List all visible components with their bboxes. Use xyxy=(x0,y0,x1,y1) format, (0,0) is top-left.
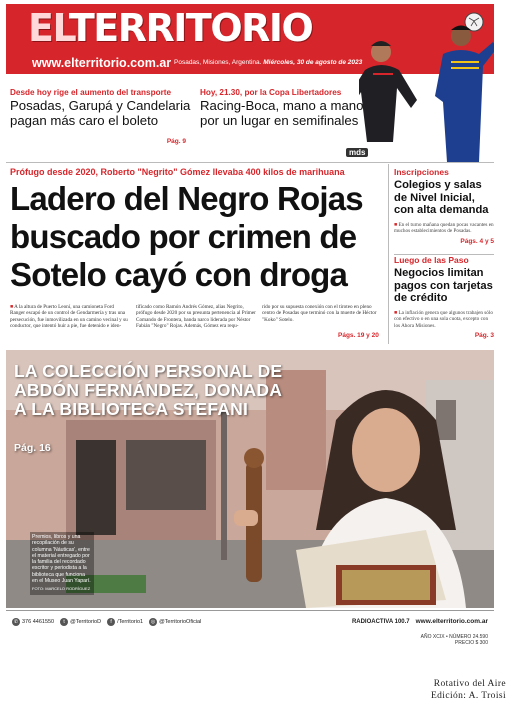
newspaper-logo xyxy=(28,6,312,50)
side-headline: Colegios y salas de Nivel Inicial, con alta demanda xyxy=(394,179,489,217)
dateline xyxy=(174,59,362,66)
side-text-content: En el turno mañana quedan pocas vacantes en muchos establecimientos de Posadas. xyxy=(394,221,494,235)
main-story-col3: rido por su supuesta conexión con el tiroteo en pleno centro de Posadas que terminó con la muerte de Héctor "Koko" Sotelo. xyxy=(262,304,377,323)
bullet-square-icon: ■ xyxy=(394,309,399,316)
teaser-headline: Racing-Boca, mano a mano por un lugar en semifinales xyxy=(200,98,364,128)
bullet-square-icon: ■ xyxy=(394,221,399,228)
teaser-headline: Posadas, Garupá y Candelaria pagan más caro el boleto xyxy=(10,98,191,128)
photo-story-page: Pág. 16 xyxy=(14,442,51,454)
side-text xyxy=(394,222,494,235)
photo-story[interactable] xyxy=(6,350,494,608)
football-players-photo xyxy=(359,10,494,162)
main-story-pages: Págs. 19 y 20 xyxy=(338,332,379,339)
teaser-transport[interactable] xyxy=(10,88,196,145)
footer-web[interactable]: www.elterritorio.com.ar xyxy=(415,618,488,625)
phone-text: 376 4461550 xyxy=(22,618,55,625)
edition-price: PRECIO $ 300 xyxy=(454,640,488,644)
footer-twitter[interactable] xyxy=(60,618,101,626)
credit-line-2: Edición: A. Troisi xyxy=(430,691,506,701)
twitter-icon: t xyxy=(60,618,68,626)
top-teasers xyxy=(6,88,366,148)
teaser-page: Pág. 9 xyxy=(166,138,186,145)
side-kicker: Inscripciones xyxy=(394,167,449,177)
main-story-body xyxy=(10,304,382,340)
logo-main: TERRITORIO xyxy=(68,6,313,50)
main-story-kicker: Prófugo desde 2020, Roberto "Negrito" Gómez llevaba 400 kilos de marihuana xyxy=(10,167,345,177)
side-text xyxy=(394,310,494,329)
footer-bar xyxy=(6,610,494,632)
twitter-text: @TerritorioD xyxy=(70,618,102,625)
photo-credit: FOTO: MARCELO RODRÍGUEZ xyxy=(32,586,91,592)
credit-line-1: Rotativo del Aire xyxy=(433,679,506,689)
side-kicker: Luego de las Paso xyxy=(394,255,469,265)
photo-story-headline: LA COLECCIÓN PERSONAL DE ABDÓN FERNÁNDEZ, DONADA A LA BIBLIOTECA STEFANI xyxy=(14,361,283,419)
source-credit xyxy=(431,678,506,702)
instagram-icon: ◎ xyxy=(150,618,156,625)
whatsapp-icon: ✆ xyxy=(13,618,19,625)
footer-radio[interactable]: RADIOACTIVA 100.7 xyxy=(351,618,410,625)
edition-info xyxy=(421,634,488,644)
side-headline: Negocios limitan pagos con tarjetas de crédito xyxy=(394,267,493,305)
logo-el: EL xyxy=(28,6,69,50)
masthead-url[interactable]: www.elterritorio.com.ar xyxy=(32,56,172,70)
col1-text: A la altura de Puerto Leoní, una camioneta Ford Ranger escapó de un control de Gendarmería y tras una persecución, fue inmovilizada en un camino vecinal y su conductor, que intentó huir a pie, fue detenido e iden- xyxy=(10,304,128,330)
photo-caption xyxy=(30,532,94,595)
newspaper-front-page xyxy=(6,4,494,644)
main-story-headline[interactable]: Ladero del Negro Rojas buscado por crimen de Sotelo cayó con droga xyxy=(10,180,363,293)
side-pages: Pág. 3 xyxy=(474,332,494,339)
side-story-paso[interactable] xyxy=(394,255,494,339)
teaser-football[interactable] xyxy=(200,88,386,128)
bullet-square-icon: ■ xyxy=(10,304,15,310)
side-story-inscripciones[interactable] xyxy=(394,167,494,245)
section-divider xyxy=(6,162,494,163)
dateline-place: Posadas, Misiones, Argentina. xyxy=(174,59,262,66)
footer-phone[interactable] xyxy=(12,618,54,626)
teaser-kicker: Desde hoy rige el aumento del transporte xyxy=(10,88,172,97)
facebook-icon: f xyxy=(107,618,115,626)
side-pages: Págs. 4 y 5 xyxy=(460,237,494,245)
facebook-text: /Territorio1 xyxy=(117,618,144,625)
side-text-content: La inflación genera que algunos trabajen sólo con efectivo o en una sola cuota, excepto con los Ahora Misiones. xyxy=(394,309,493,329)
footer-instagram[interactable] xyxy=(149,618,201,626)
main-story-col1 xyxy=(10,304,130,340)
column-divider xyxy=(388,164,389,344)
sponsor-tag: mds xyxy=(346,148,368,157)
edition-number: AÑO XCIX • NÚMERO 24.590 xyxy=(420,634,488,640)
main-story-col2: tificado como Ramón Andrés Gómez, alias Negrito, prófugo desde 2020 por su presunta pertenencia al Primer Comando de Frontera, banda narco liderada por Néstor Fabián "Negro" Rojas. Además, Gómez era requ- xyxy=(136,304,256,330)
caption-text: Premios, libros y una recopilación de su columna 'Náuticas', entre el material entregado por la familia del recordado escritor y periodista a la biblioteca que funciona en el Museo Juan Yaparí. xyxy=(32,534,91,585)
instagram-text: @TerritorioOficial xyxy=(159,618,202,625)
teaser-kicker: Hoy, 21.30, por la Copa Libertadores xyxy=(200,88,342,97)
dateline-date: Miércoles, 30 de agosto de 2023 xyxy=(263,59,363,66)
footer-facebook[interactable] xyxy=(107,618,143,626)
